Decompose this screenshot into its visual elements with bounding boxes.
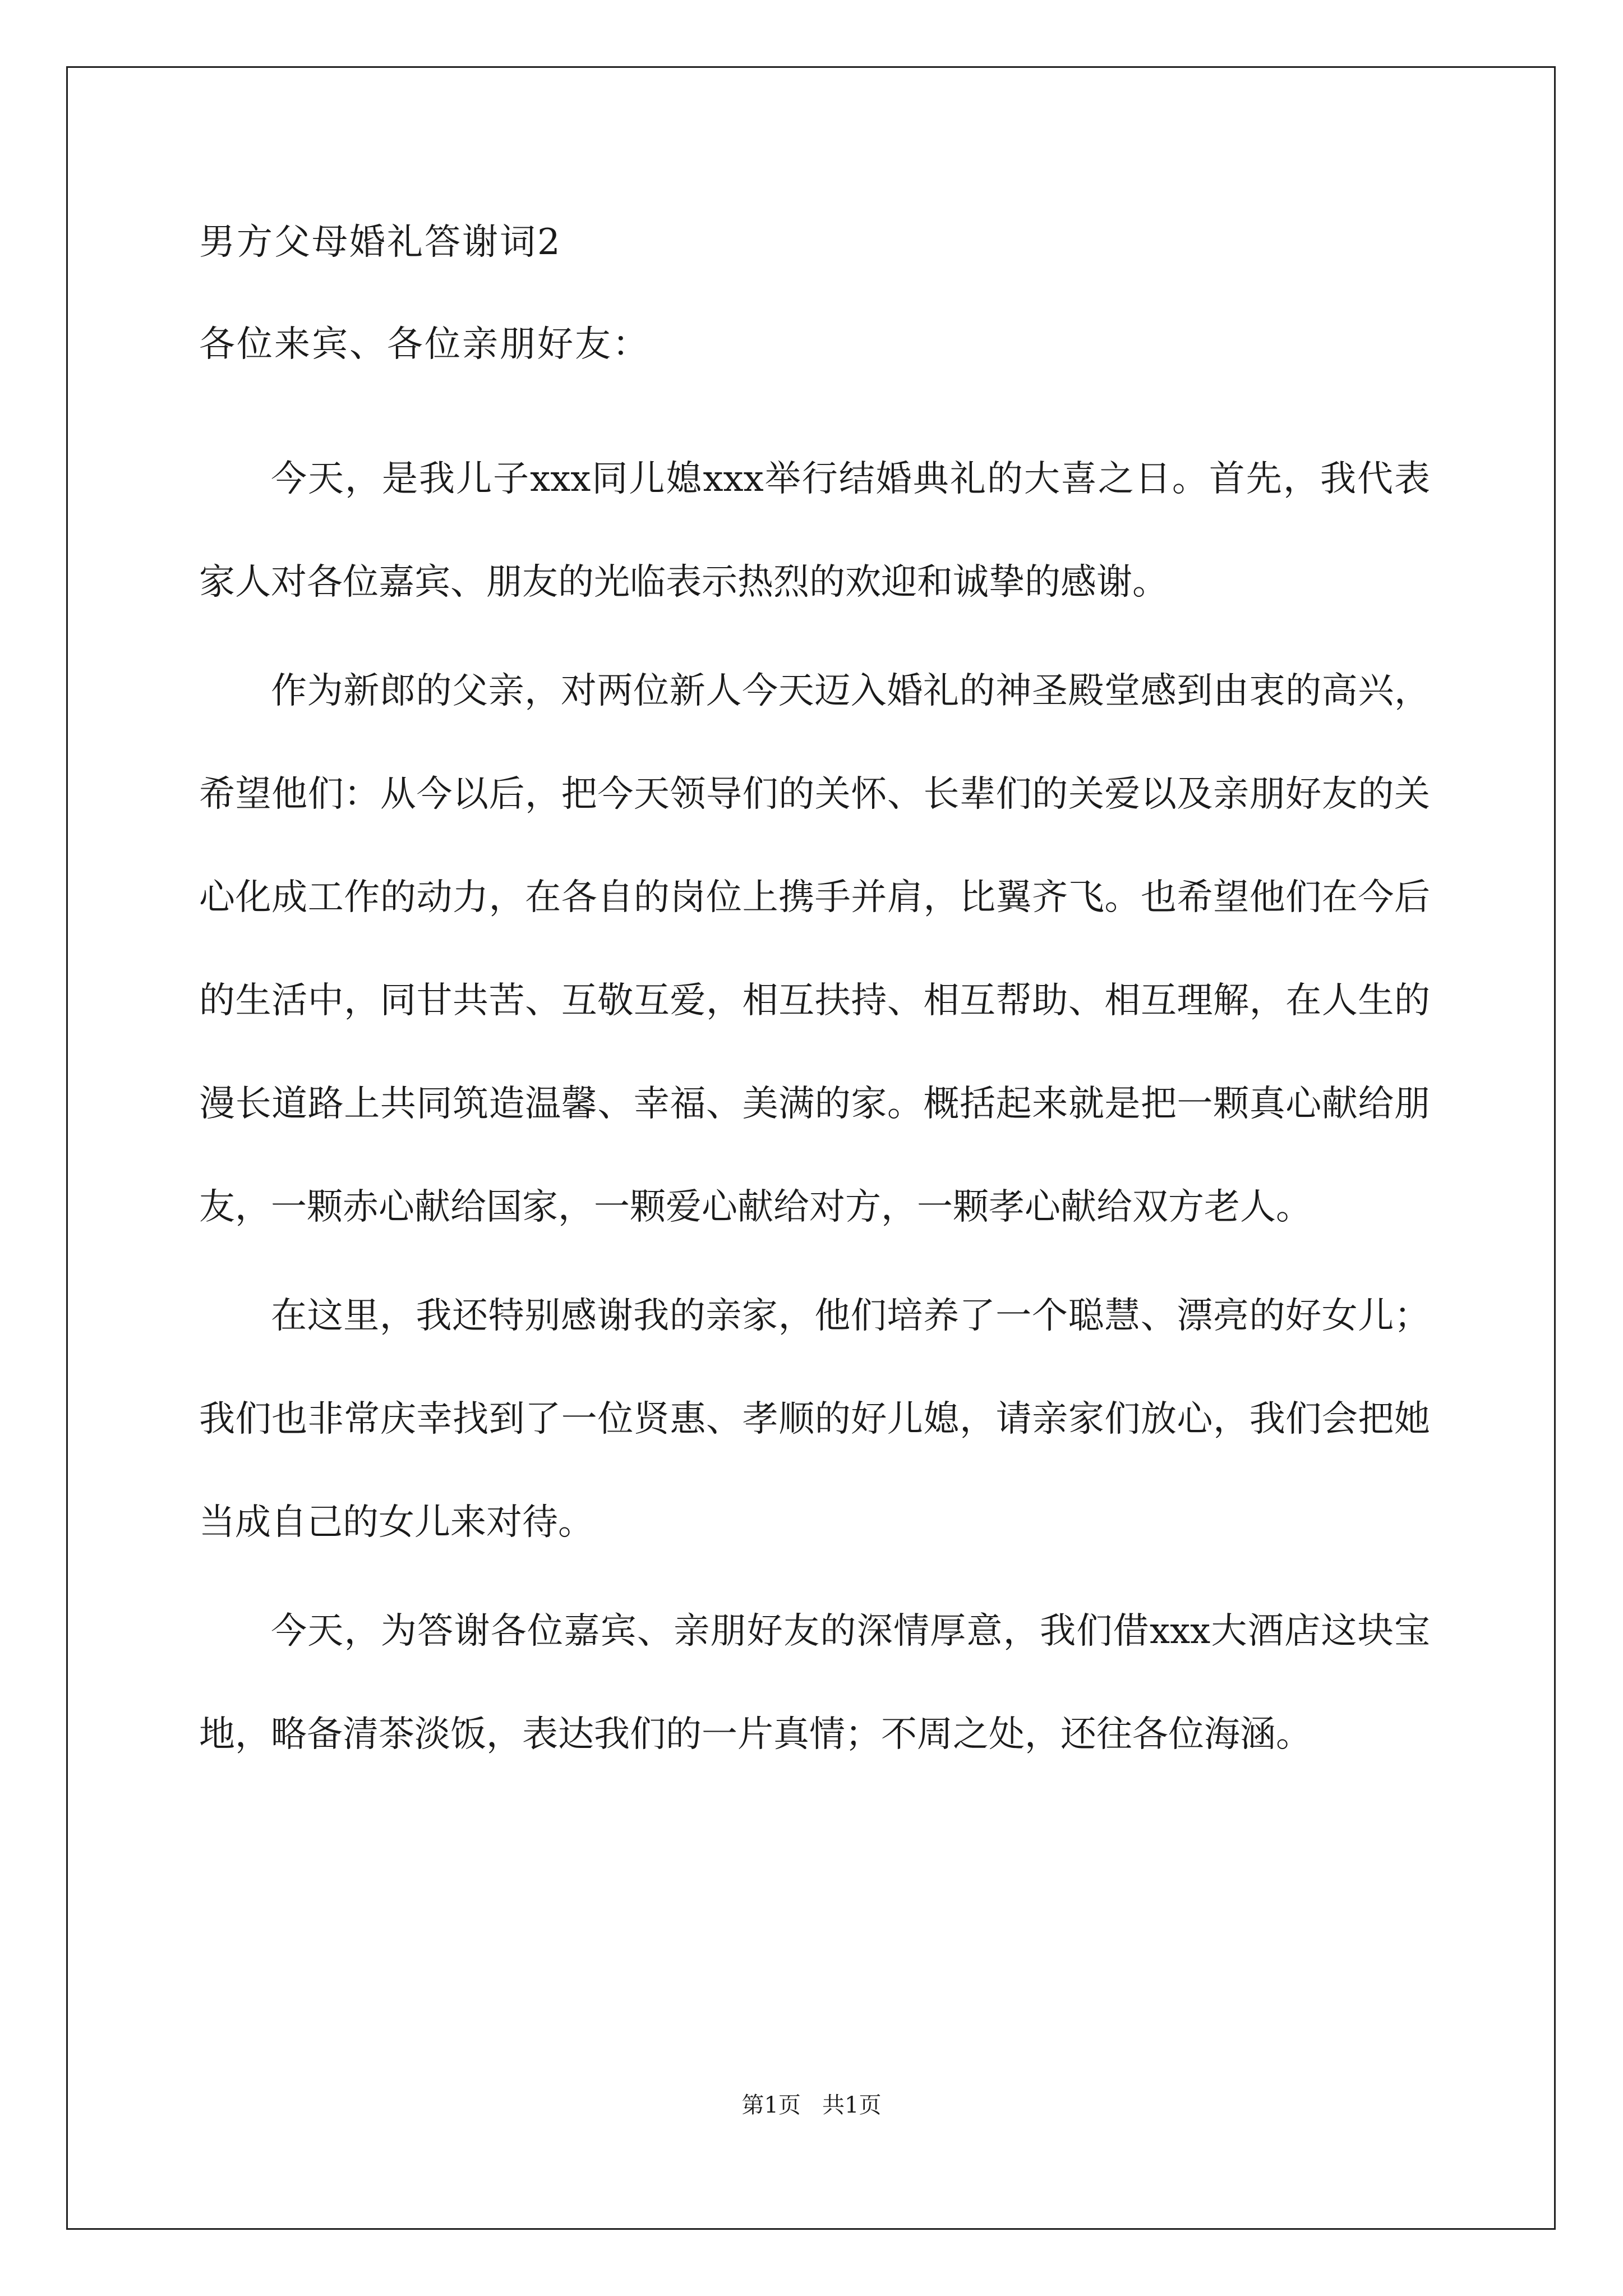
paragraph-wishes: 作为新郎的父亲，对两位新人今天迈入婚礼的神圣殿堂感到由衷的高兴，希望他们：从今以后，把今天领导们的关怀、长辈们的关爱以及亲朋好友的关心化成工作的动力，在各自的岗位上携手并肩，比翼齐飞。也希望他们在今后的生活中，同甘共苦、互敬互爱，相互扶持、相互帮助、相互理解，在人生的漫长道路上共同筑造温馨、幸福、美满的家。概括起来就是把一颗真心献给朋友，一颗赤心献给国家，一颗爱心献给对方，一颗孝心献给双方老人。 <box>199 670 1430 1228</box>
speech-body <box>199 427 1430 1792</box>
page-number: 第1页 共1页 <box>741 2092 882 2118</box>
paragraph-closing: 今天，为答谢各位嘉宾、亲朋好友的深情厚意，我们借xxx大酒店这块宝地，略备清茶淡饭，表达我们的一片真情；不周之处，还往各位海涵。 <box>199 1611 1430 1755</box>
document-title: 男方父母婚礼答谢词2 <box>199 222 562 263</box>
salutation: 各位来宾、各位亲朋好友： <box>199 324 650 365</box>
paragraph-opening: 今天，是我儿子xxx同儿媳xxx举行结婚典礼的大喜之日。首先，我代表家人对各位嘉宾、朋友的光临表示热烈的欢迎和诚挚的感谢。 <box>199 458 1430 603</box>
paragraph-thanks-in-laws: 在这里，我还特别感谢我的亲家，他们培养了一个聪慧、漂亮的好女儿；我们也非常庆幸找到了一位贤惠、孝顺的好儿媳，请亲家们放心，我们会把她当成自己的女儿来对待。 <box>199 1295 1430 1543</box>
